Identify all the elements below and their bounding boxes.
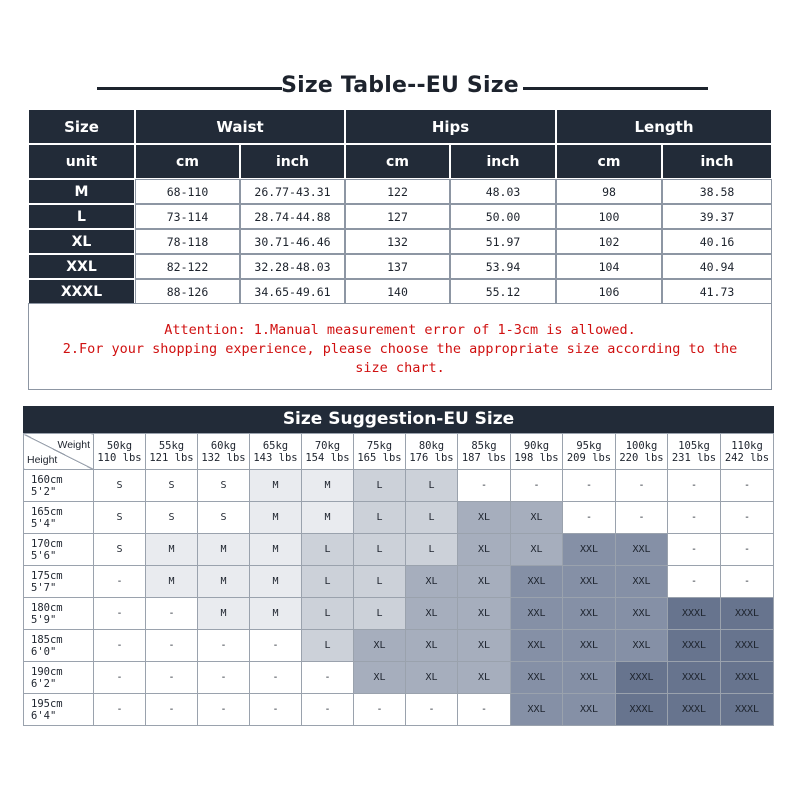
size-cell: - (511, 470, 563, 502)
size-hips-cm: 122 (345, 179, 450, 204)
size-length-inch: 40.16 (662, 229, 772, 254)
weight-header (146, 434, 198, 470)
weight-kg: 105kg (678, 439, 710, 452)
weight-lbs: 121 lbs (149, 451, 194, 464)
size-cell: XXL (563, 534, 616, 566)
weight-lbs: 143 lbs (253, 451, 298, 464)
size-cell: M (198, 598, 250, 630)
size-cell: - (721, 470, 774, 502)
attention-note (28, 303, 772, 390)
size-table-body (28, 179, 772, 304)
height-ft: 5'9" (31, 613, 57, 626)
weight-kg: 55kg (158, 439, 185, 452)
size-table-header-row (28, 109, 772, 144)
height-cm: 160cm (31, 473, 63, 486)
size-waist-inch: 26.77-43.31 (240, 179, 345, 204)
height-ft: 6'4" (31, 709, 57, 722)
size-cell: XXL (616, 566, 668, 598)
weight-kg: 80kg (418, 439, 445, 452)
title-divider-right (523, 87, 708, 90)
size-cell: - (458, 470, 511, 502)
page-title: Size Table--EU Size (281, 73, 519, 98)
size-cell: S (146, 502, 198, 534)
suggestion-body (24, 470, 774, 726)
size-cell: XXL (563, 630, 616, 662)
size-cell: XXL (511, 694, 563, 726)
height-ft: 5'7" (31, 581, 57, 594)
size-length-cm: 100 (556, 204, 662, 229)
size-waist-inch: 30.71-46.46 (240, 229, 345, 254)
size-cell: - (668, 470, 721, 502)
unit-inch: inch (240, 144, 345, 179)
size-cell: - (94, 598, 146, 630)
attention-line-1: Attention: 1.Manual measurement error of 1-3cm is allowed. (164, 322, 636, 338)
size-table (28, 109, 772, 304)
size-cell: XL (354, 662, 406, 694)
unit-cm: cm (345, 144, 450, 179)
table-row (28, 229, 772, 254)
size-cell: M (250, 502, 302, 534)
size-cell: XXXL (668, 662, 721, 694)
weight-lbs: 231 lbs (671, 451, 717, 464)
size-hips-inch: 53.94 (450, 254, 556, 279)
size-cell: S (198, 502, 250, 534)
weight-kg: 90kg (523, 439, 550, 452)
height-cm: 165cm (31, 505, 63, 518)
size-header: Size (28, 109, 135, 144)
corner-cell (24, 434, 94, 470)
corner-height-label: Height (27, 454, 58, 466)
size-cell: L (302, 566, 354, 598)
size-cell: M (302, 502, 354, 534)
size-cell: XXL (511, 566, 563, 598)
size-cell: L (354, 566, 406, 598)
size-cell: - (458, 694, 511, 726)
size-cell: - (616, 502, 668, 534)
size-cell: XL (406, 662, 458, 694)
height-row (24, 502, 774, 534)
weight-kg: 110kg (731, 439, 763, 452)
height-cm: 185cm (31, 633, 63, 646)
height-row (24, 598, 774, 630)
height-header (24, 534, 94, 566)
size-cell: S (94, 534, 146, 566)
size-waist-cm: 78-118 (135, 229, 240, 254)
size-cell: L (406, 534, 458, 566)
size-cell: S (94, 470, 146, 502)
weight-lbs: 209 lbs (566, 451, 612, 464)
size-cell: - (721, 502, 774, 534)
size-cell: - (198, 662, 250, 694)
size-cell: XL (458, 598, 511, 630)
size-cell: XL (406, 566, 458, 598)
weight-lbs: 220 lbs (619, 451, 664, 464)
size-cell: L (302, 598, 354, 630)
size-cell: XL (511, 502, 563, 534)
size-cell: - (198, 694, 250, 726)
weight-lbs: 110 lbs (97, 451, 142, 464)
weight-kg: 100kg (625, 439, 658, 452)
attention-line-2: 2.For your shopping experience, please choose the appropriate size according to the (62, 341, 738, 357)
weight-kg: 95kg (576, 439, 602, 452)
size-cell: M (250, 534, 302, 566)
height-ft: 5'2" (31, 485, 57, 498)
size-length-inch: 39.37 (662, 204, 772, 229)
weight-kg: 65kg (262, 439, 289, 452)
size-cell: - (250, 630, 302, 662)
waist-header: Waist (135, 109, 345, 144)
size-hips-cm: 127 (345, 204, 450, 229)
size-suggestion-table (23, 433, 774, 726)
size-cell: - (354, 694, 406, 726)
size-hips-cm: 140 (345, 279, 450, 304)
size-cell: - (94, 630, 146, 662)
size-hips-inch: 55.12 (450, 279, 556, 304)
size-length-cm: 106 (556, 279, 662, 304)
height-header (24, 694, 94, 726)
unit-inch: inch (662, 144, 772, 179)
height-cm: 170cm (31, 537, 63, 550)
height-row (24, 566, 774, 598)
size-cell: M (250, 470, 302, 502)
size-cell: XL (458, 502, 511, 534)
size-cell: - (250, 694, 302, 726)
size-cell: L (406, 470, 458, 502)
size-length-inch: 38.58 (662, 179, 772, 204)
size-cell: L (354, 470, 406, 502)
height-header (24, 502, 94, 534)
height-ft: 6'0" (31, 645, 57, 658)
weight-header (458, 434, 511, 470)
size-cell: - (146, 694, 198, 726)
height-cm: 190cm (31, 665, 63, 678)
size-cell: XXL (563, 598, 616, 630)
suggestion-title: Size Suggestion-EU Size (23, 406, 774, 433)
size-cell: XL (354, 630, 406, 662)
weight-kg: 50kg (106, 439, 133, 452)
table-row (28, 254, 772, 279)
size-hips-cm: 137 (345, 254, 450, 279)
size-cell: - (616, 470, 668, 502)
size-waist-inch: 34.65-49.61 (240, 279, 345, 304)
height-row (24, 534, 774, 566)
size-waist-cm: 82-122 (135, 254, 240, 279)
weight-kg: 60kg (210, 439, 237, 452)
size-cell: XXL (563, 662, 616, 694)
weight-header (721, 434, 774, 470)
size-cell: XXL (511, 630, 563, 662)
size-waist-cm: 88-126 (135, 279, 240, 304)
size-cell: XXXL (616, 662, 668, 694)
size-cell: L (354, 502, 406, 534)
weight-header (511, 434, 563, 470)
size-cell: M (302, 470, 354, 502)
size-label: L (28, 204, 135, 229)
size-cell: - (94, 662, 146, 694)
weight-header (198, 434, 250, 470)
size-cell: L (302, 534, 354, 566)
length-header: Length (556, 109, 772, 144)
size-length-cm: 102 (556, 229, 662, 254)
size-cell: - (302, 694, 354, 726)
weight-header (250, 434, 302, 470)
size-cell: - (146, 630, 198, 662)
size-cell: - (721, 534, 774, 566)
size-cell: M (250, 598, 302, 630)
height-cm: 195cm (31, 697, 63, 710)
height-ft: 6'2" (31, 677, 57, 690)
weight-header (616, 434, 668, 470)
size-cell: XL (458, 566, 511, 598)
weight-header (668, 434, 721, 470)
size-cell: S (146, 470, 198, 502)
size-cell: XXXL (721, 694, 774, 726)
size-cell: XXL (511, 598, 563, 630)
height-row (24, 694, 774, 726)
size-cell: L (354, 598, 406, 630)
weight-lbs: 132 lbs (201, 451, 246, 464)
weight-header (354, 434, 406, 470)
size-hips-inch: 50.00 (450, 204, 556, 229)
size-cell: M (146, 534, 198, 566)
size-cell: - (668, 566, 721, 598)
height-ft: 5'4" (31, 517, 57, 530)
size-cell: XL (458, 534, 511, 566)
table-row (28, 204, 772, 229)
size-cell: - (94, 694, 146, 726)
weight-kg: 85kg (471, 439, 497, 452)
size-cell: S (198, 470, 250, 502)
size-cell: - (146, 598, 198, 630)
height-cm: 180cm (31, 601, 63, 614)
height-header (24, 470, 94, 502)
size-length-inch: 40.94 (662, 254, 772, 279)
size-cell: - (302, 662, 354, 694)
size-cell: XL (406, 630, 458, 662)
weight-lbs: 187 lbs (461, 451, 507, 464)
weight-lbs: 176 lbs (409, 451, 454, 464)
size-cell: S (94, 502, 146, 534)
table-row (28, 179, 772, 204)
attention-line-3: size chart. (355, 360, 445, 376)
size-cell: XXL (563, 566, 616, 598)
size-cell: XXL (616, 630, 668, 662)
weight-lbs: 198 lbs (514, 451, 559, 464)
size-cell: XXL (616, 534, 668, 566)
weight-kg: 75kg (366, 439, 393, 452)
height-header (24, 598, 94, 630)
height-row (24, 630, 774, 662)
weight-lbs: 165 lbs (357, 451, 402, 464)
size-waist-inch: 28.74-44.88 (240, 204, 345, 229)
size-label: XXL (28, 254, 135, 279)
size-cell: - (721, 566, 774, 598)
unit-label: unit (28, 144, 135, 179)
title-row (0, 70, 800, 104)
size-cell: - (250, 662, 302, 694)
height-row (24, 470, 774, 502)
size-cell: - (94, 566, 146, 598)
size-cell: XXL (616, 598, 668, 630)
size-cell: - (198, 630, 250, 662)
size-cell: XL (511, 534, 563, 566)
size-cell: XL (406, 598, 458, 630)
size-hips-cm: 132 (345, 229, 450, 254)
size-length-inch: 41.73 (662, 279, 772, 304)
size-cell: XXL (563, 694, 616, 726)
size-cell: - (406, 694, 458, 726)
size-cell: M (198, 534, 250, 566)
unit-cm: cm (135, 144, 240, 179)
size-cell: - (146, 662, 198, 694)
unit-cm: cm (556, 144, 662, 179)
size-cell: XL (458, 630, 511, 662)
corner-weight-label: Weight (57, 439, 90, 451)
size-label: M (28, 179, 135, 204)
size-label: XL (28, 229, 135, 254)
weight-header-row (24, 434, 774, 470)
size-hips-inch: 48.03 (450, 179, 556, 204)
size-cell: - (668, 502, 721, 534)
size-cell: XXXL (721, 598, 774, 630)
size-waist-inch: 32.28-48.03 (240, 254, 345, 279)
size-cell: M (198, 566, 250, 598)
suggestion-header (24, 434, 774, 470)
size-label: XXXL (28, 279, 135, 304)
height-header (24, 630, 94, 662)
weight-header (406, 434, 458, 470)
height-cm: 175cm (31, 569, 63, 582)
weight-header (302, 434, 354, 470)
size-length-cm: 104 (556, 254, 662, 279)
size-hips-inch: 51.97 (450, 229, 556, 254)
size-cell: XL (458, 662, 511, 694)
size-cell: M (250, 566, 302, 598)
size-cell: XXXL (668, 630, 721, 662)
size-cell: - (668, 534, 721, 566)
size-cell: XXXL (668, 694, 721, 726)
weight-header (94, 434, 146, 470)
size-waist-cm: 73-114 (135, 204, 240, 229)
unit-inch: inch (450, 144, 556, 179)
size-cell: XXXL (668, 598, 721, 630)
size-waist-cm: 68-110 (135, 179, 240, 204)
size-cell: XXL (511, 662, 563, 694)
size-length-cm: 98 (556, 179, 662, 204)
height-ft: 5'6" (31, 549, 57, 562)
hips-header: Hips (345, 109, 556, 144)
size-cell: XXXL (721, 630, 774, 662)
size-cell: L (406, 502, 458, 534)
weight-lbs: 154 lbs (305, 451, 350, 464)
weight-lbs: 242 lbs (724, 451, 770, 464)
size-cell: XXXL (616, 694, 668, 726)
unit-row (28, 144, 772, 179)
table-row (28, 279, 772, 304)
size-cell: - (563, 470, 616, 502)
height-header (24, 566, 94, 598)
size-cell: XXXL (721, 662, 774, 694)
height-header (24, 662, 94, 694)
size-cell: L (354, 534, 406, 566)
weight-header (563, 434, 616, 470)
size-cell: - (563, 502, 616, 534)
height-row (24, 662, 774, 694)
size-cell: L (302, 630, 354, 662)
size-cell: M (146, 566, 198, 598)
weight-kg: 70kg (314, 439, 341, 452)
